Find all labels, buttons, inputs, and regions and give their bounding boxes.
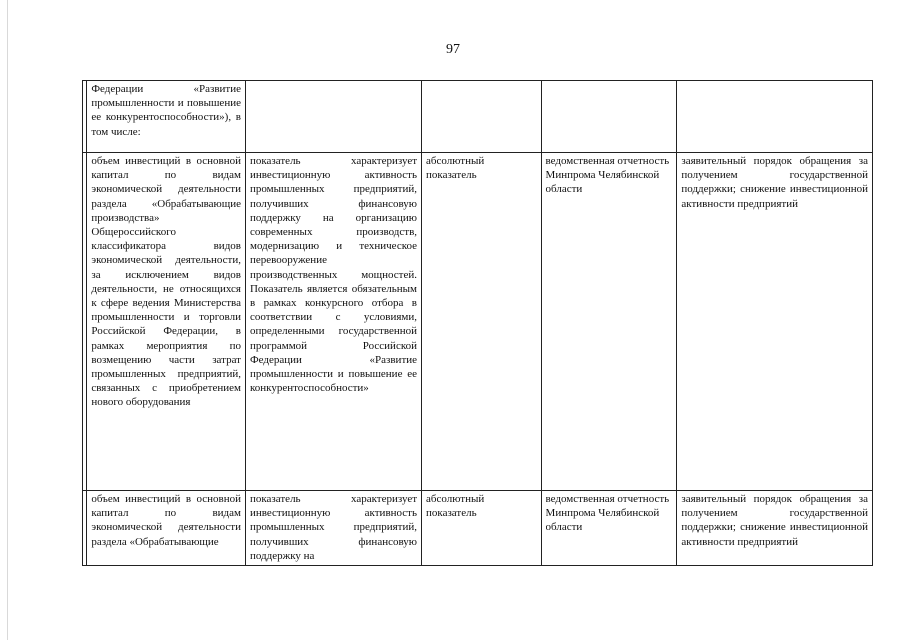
table-cell-source <box>541 491 677 566</box>
table-cell-type-text: абсолютный показатель <box>426 493 485 520</box>
table-cell-type <box>422 491 542 566</box>
table-cell-description <box>245 491 421 566</box>
table-cell-indicator: Федерации «Развитие промышленности и повышение ее конкурентоспособности»), в том числе: <box>87 81 246 153</box>
table-cell-risks-text: заявительный порядок обращения за получением государственной поддержки; снижение инвестиционной активности предприятий <box>681 493 868 548</box>
page-number: 97 <box>446 42 460 57</box>
table-cell-type <box>422 81 542 153</box>
indicators-table <box>82 80 873 566</box>
table-cell-risks <box>677 81 873 153</box>
table-cell-indicator: объем инвестиций в основной капитал по видам экономической деятельности раздела «Обрабатывающие производства» Общероссийского классификатора видов экономической деятельности, за исключением видов деятельности, не относящихся к сфере ведения Министерства промышленности и торговли Российской Федерации, в рамках мероприятия по возмещению части затрат промышленных предприятий, связанных с приобретением нового оборудования <box>87 153 246 491</box>
scan-edge-line <box>7 0 8 640</box>
table-cell-indicator-text: объем инвестиций в основной капитал по видам экономической деятельности раздела «Обрабатывающие <box>91 493 241 548</box>
table-cell-description: показатель характеризует инвестиционную активность промышленных предприятий, получивших финансовую поддержку на организацию современных производств, модернизацию и техническое перевооружение производственных мощностей. Показатель является обязательным в рамках конкурсного отбора в соответствии с условиями, определенными государственной программой Российской Федерации «Развитие промышленности и повышение ее конкурентоспособности» <box>245 153 421 491</box>
table-cell-type: абсолютный показатель <box>422 153 542 491</box>
table-cell-description <box>245 81 421 153</box>
table-cell-description-text: показатель характеризует инвестиционную активность промышленных предприятий, получивших финансовую поддержку на <box>249 493 418 562</box>
table-cell-source: ведомственная отчетность Минпрома Челябинской области <box>541 153 677 491</box>
table-row <box>83 81 873 153</box>
table-cell-indicator <box>87 491 246 566</box>
table-cell-risks <box>677 491 873 566</box>
table-cell-risks: заявительный порядок обращения за получением государственной поддержки; снижение инвестиционной активности предприятий <box>677 153 873 491</box>
table-cell-source-text: ведомственная отчетность Минпрома Челябинской области <box>545 493 670 534</box>
table-row <box>83 153 873 491</box>
table-cell-source <box>541 81 677 153</box>
table-row <box>83 491 873 566</box>
